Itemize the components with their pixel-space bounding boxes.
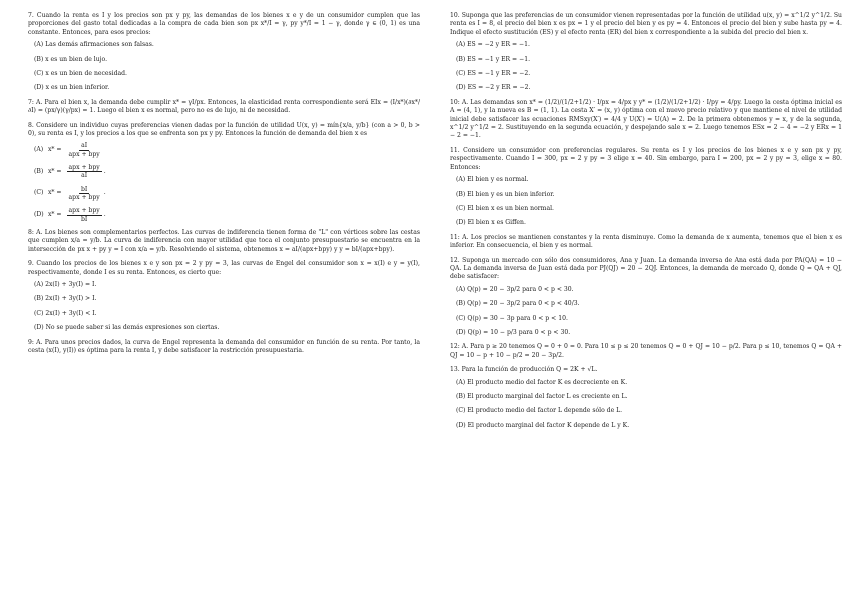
q11-option-c: (C) El bien x es un bien normal. [456, 204, 554, 212]
q11-option-a: (A) El bien y es normal. [456, 176, 529, 184]
q8-option-label: (C) [34, 189, 44, 197]
q11-option-b: (B) El bien y es un bien inferior. [456, 190, 555, 198]
q10-option-b: (B) ES = −1 y ER = −1. [456, 55, 531, 63]
q10-option-a: (A) ES = −2 y ER = −1. [456, 41, 530, 49]
q8-denominator: aI [81, 172, 88, 180]
q11-option-d: (D) El bien x es Giffen. [456, 219, 526, 227]
answer-7: 7: A. Para el bien x, la demanda debe cumplir x* = γI/px. Entonces, la elasticidad renta correspondiente será EIx = (I/x*)(∂x*/∂I) = (px/γ)(γ/px) = 1. Luego el bien x es normal, pero no es de lujo, ni de necesidad. [28, 98, 420, 115]
answer-12: 12: A. Para p ≥ 20 tenemos Q = 0 + 0 = 0. Para 10 ≤ p ≤ 20 tenemos Q = 0 + QJ = 10 − p/2. Para p ≤ 10, tenemos Q = QA + QJ = 10 − p + 10 − p/2 = 20 − 3p/2. [450, 343, 842, 359]
question-13: 13. Para la función de producción Q = 2K + √L. [450, 366, 598, 374]
q8-lhs: x* = [48, 167, 62, 175]
q8-fraction [67, 186, 102, 202]
q8-option-d [28, 207, 420, 223]
q8-lhs: x* = [48, 189, 62, 197]
q9-option-b: (B) 2x(I) + 3y(I) > I. [34, 295, 97, 303]
question-10: 10. Suponga que las preferencias de un consumidor vienen representadas por la función de utilidad u(x, y) = x^1/2 y^1/2. Su renta es I = 8, el precio del bien x es px = 1 y el precio del bien y es py = 4. Entonces el precio del bien y sube hasta py = 4. Indique el efecto sustitución (ES) y el efecto renta (ER) del bien x correspondiente a la subida del precio del bien x. [450, 12, 842, 36]
q9-option-c: (C) 2x(I) + 3y(I) < I. [34, 309, 97, 317]
q8-denominator: bI [80, 215, 88, 223]
q9-option-a: (A) 2x(I) + 3y(I) = I. [34, 281, 97, 288]
q8-suffix: . [103, 210, 106, 218]
q7-option-a: (A) Las demás afirmaciones son falsas. [34, 41, 154, 49]
q8-fraction [67, 207, 102, 223]
q8-fraction [67, 142, 102, 158]
q12-option-b: (B) Q(p) = 20 − 3p/2 para 0 < p < 40/3. [456, 300, 580, 308]
q7-option-b: (B) x es un bien de lujo. [34, 55, 108, 63]
q8-option-label: (A) [34, 146, 44, 154]
answer-10: 10: A. Las demandas son x* = (1/2)/(1/2+1/2) · I/px = 4/px y y* = (1/2)/(1/2+1/2) · I/py = 4/py. Luego la cesta óptima inicial es A = (4, 1), y la nueva es B = (1, 1). La cesta X′ = (x, y) óptima con el nuevo precio relativo y que mantiene el nivel de utilidad inicial debe satisfacer las ecuaciones RMSxy(X′) = 4/4 y U(X′) = U(A) = 2. De la primera obtenemos y = x, y de la segunda, x^1/2 y^1/2 = 2. Sustituyendo en la segunda ecuación, y despejando sale x = 2. Luego tenemos ESx = 2 − 4 = −2 y ERx = 1 − 2 = −1. [450, 98, 842, 140]
question-8: 8. Considere un individuo cuyas preferencias vienen dadas por la función de utilidad U(x, y) = mín{x/a, y/b} (con a > 0, b > 0), su renta es I, y los precios a los que se enfrenta son px y py. Entonces la función de demanda del bien x es [28, 121, 420, 138]
q8-fraction [67, 164, 102, 180]
question-7: 7. Cuando la renta es I y los precios son px y py, las demandas de los bienes x e y de un consumidor cumplen que las proporciones del gasto total dedicadas a la compra de cada bien son px x*/I = γ, py y*/I = 1 − γ, donde γ ∈ (0, 1) es una constante. Entonces, para esos precios: [28, 12, 420, 36]
q13-option-d: (D) El producto marginal del factor K depende de L y K. [456, 421, 630, 429]
question-9: 9. Cuando los precios de los bienes x e y son px = 2 y py = 3, las curvas de Engel del consumidor son x = x(I) e y = y(I), respectivamente, donde I es su renta. Entonces, es cierto que: [28, 260, 420, 276]
q10-option-c: (C) ES = −1 y ER = −2. [456, 70, 531, 78]
q8-option-a [28, 142, 420, 158]
q8-denominator: apx + bpy [68, 150, 100, 158]
q8-suffix: . [103, 167, 106, 175]
q13-option-b: (B) El producto marginal del factor L es creciente en L. [456, 393, 628, 400]
q8-numerator: bI [80, 185, 88, 193]
q8-option-c [28, 186, 420, 202]
q12-option-d: (D) Q(p) = 10 − p/3 para 0 < p < 30. [456, 328, 571, 336]
q8-lhs: x* = [48, 146, 62, 154]
q13-option-a: (A) El producto medio del factor K es decreciente en K. [456, 378, 628, 386]
q12-option-c: (C) Q(p) = 30 − 3p para 0 < p < 10. [456, 314, 568, 322]
q7-option-c: (C) x es un bien de necesidad. [34, 70, 127, 78]
question-12: 12. Suponga un mercado con sólo dos consumidores, Ana y Juan. La demanda inversa de Ana está dada por PA(QA) = 10 − QA. La demanda inversa de Juan está dada por PJ(QJ) = 20 − 2QJ. Entonces, la demanda de mercado Q, donde Q = QA + QJ, debe satisfacer: [450, 256, 842, 281]
q8-numerator: apx + bpy [68, 207, 100, 215]
q9-option-d: (D) No se puede saber si las demás expresiones son ciertas. [34, 324, 220, 332]
q10-option-d: (D) ES = −2 y ER = −2. [456, 84, 531, 92]
q12-option-a: (A) Q(p) = 20 − 3p/2 para 0 < p < 30. [456, 285, 574, 293]
q8-numerator: aI [81, 142, 88, 150]
q8-lhs: x* = [48, 210, 62, 218]
left-column [28, 12, 420, 361]
q8-suffix: . [103, 189, 106, 197]
q8-option-b [28, 164, 420, 180]
q13-option-c: (C) El producto medio del factor L depende sólo de L. [456, 407, 623, 415]
question-11: 11. Considere un consumidor con preferencias regulares. Su renta es I y los precios de los bienes x e y son px y py, respectivamente. Cuando I = 300, px = 2 y py = 3 elige x = 40. Sin embargo, para I = 200, px = 2 y py = 3, elige x = 80. Entonces: [450, 146, 842, 171]
right-column [450, 12, 842, 436]
q8-option-label: (B) [34, 167, 44, 175]
q7-option-d: (D) x es un bien inferior. [34, 84, 110, 92]
q8-numerator: apx + bpy [68, 164, 100, 172]
answer-11: 11: A. Los precios se mantienen constantes y la renta disminuye. Como la demanda de x aumenta, tenemos que el bien x es inferior. En consecuencia, el bien y es normal. [450, 233, 842, 250]
answer-9: 9: A. Para unos precios dados, la curva de Engel representa la demanda del consumidor en función de su renta. Por tanto, la cesta (x(I), y(I)) es óptima para la renta I, y debe satisfacer la restricción presupuestaria. [28, 338, 420, 355]
q8-option-label: (D) [34, 210, 44, 218]
q8-denominator: apx + bpy [68, 194, 100, 202]
answer-8: 8: A. Los bienes son complementarios perfectos. Las curvas de indiferencia tienen forma de "L" con vértices sobre las cestas que cumplen x/a = y/b. La curva de indiferencia con mayor utilidad que toca el conjunto presupuestario se encuentra en la intersección de px x + py y = I con x/a = y/b. Resolviendo el sistema, obtenemos x = aI/(apx+bpy) y y = bI/(apx+bpy). [28, 228, 420, 253]
